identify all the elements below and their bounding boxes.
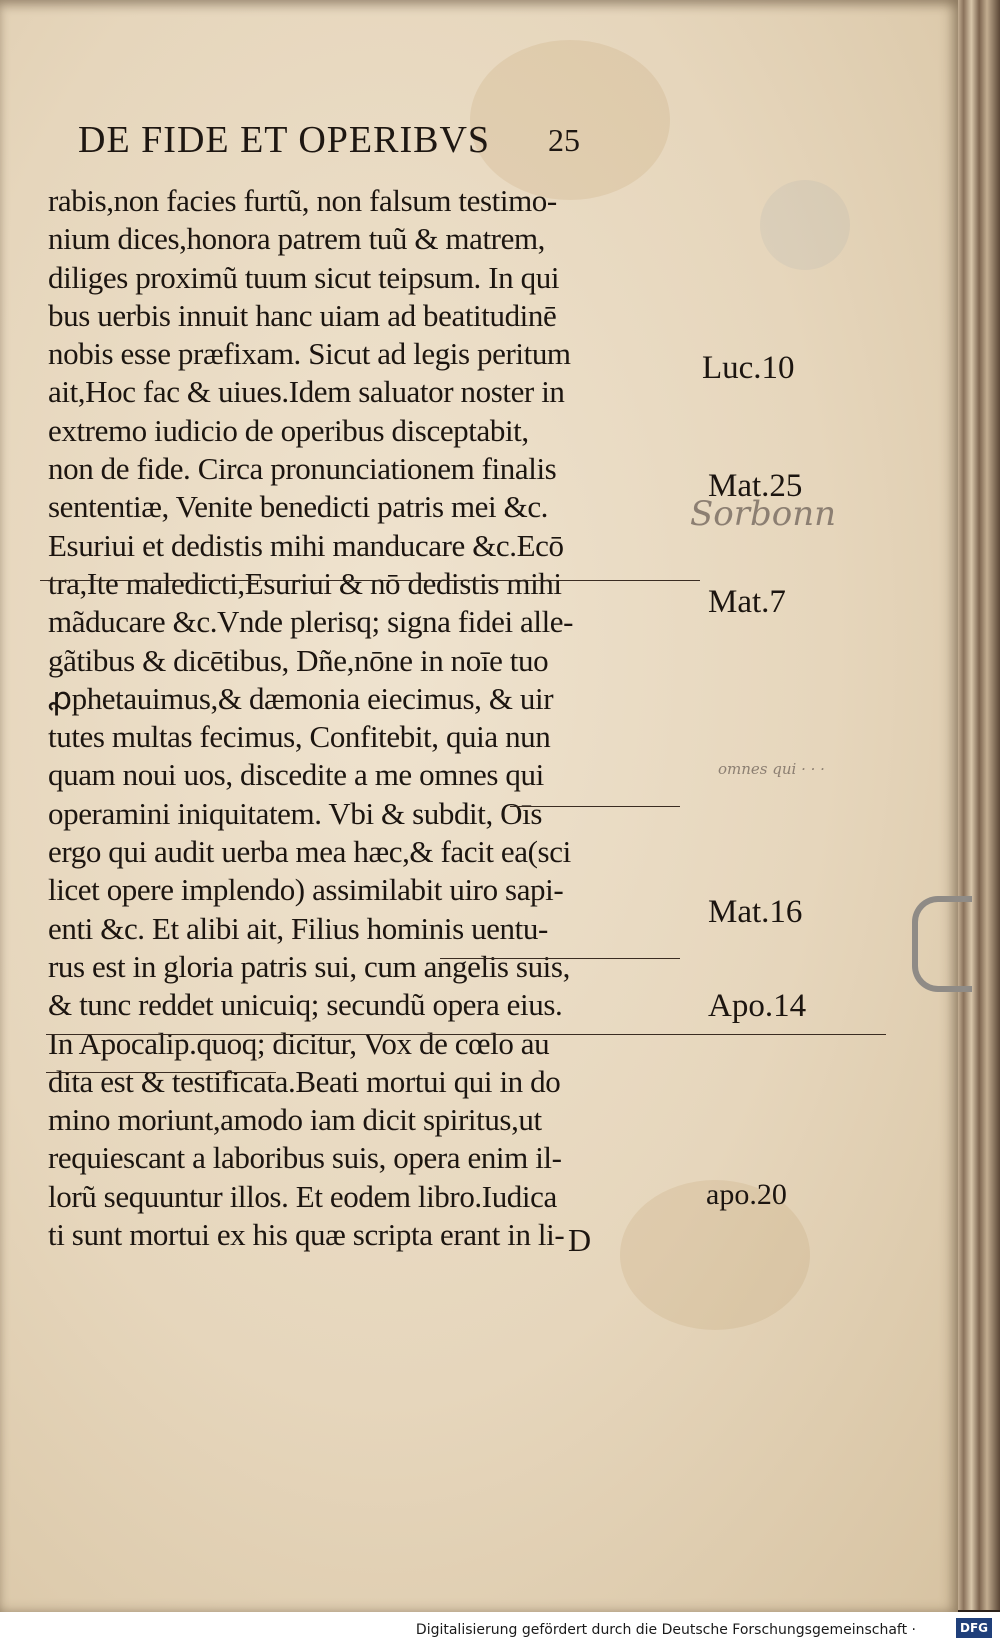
text-line: nobis esse præfixam. Sicut ad legis peritum xyxy=(48,336,571,372)
text-line: ergo qui audit uerba mea hæc,& facit ea(sci xyxy=(48,834,571,870)
text-line: diliges proximũ tuum sicut teipsum. In qui xyxy=(48,259,560,295)
book-clasp xyxy=(912,896,972,992)
running-head: DE FIDE ET OPERIBVS xyxy=(78,119,491,161)
text-line: operamini iniquitatem. Vbi & subdit, Oīs xyxy=(48,795,543,831)
underline-mark xyxy=(40,580,700,581)
dfg-logo-icon: DFG xyxy=(956,1618,992,1638)
text-line: lorũ sequuntur illos. Et eodem libro.Iudica xyxy=(48,1178,557,1214)
underline-mark xyxy=(440,958,680,959)
handwritten-annotation: omnes qui · · · xyxy=(718,760,825,778)
text-line: extremo iudicio de operibus disceptabit, xyxy=(48,412,529,448)
text-line: ꝓphetauimus,& dæmonia eiecimus, & uir xyxy=(48,680,554,716)
signature-mark: D xyxy=(568,1222,592,1258)
text-line: gãtibus & dicētibus, Dñe,nōne in noīe tuo xyxy=(48,642,549,678)
text-line: Esuriui et dedistis mihi manducare &c.Ecō xyxy=(48,527,564,563)
text-line: mino moriunt,amodo iam dicit spiritus,ut xyxy=(48,1102,542,1138)
underline-mark xyxy=(510,806,680,807)
text-line: In Apocalip.quoq; dicitur, Vox de cœlo au xyxy=(48,1025,550,1061)
margin-reference: Apo.14 xyxy=(708,988,807,1024)
text-line: requiescant a laboribus suis, opera enim il- xyxy=(48,1140,562,1176)
text-line: tra,Ite maledicti,Esuriui & nō dedistis mihi xyxy=(48,565,562,601)
water-stain xyxy=(760,180,850,270)
text-line: quam noui uos, discedite a me omnes qui xyxy=(48,757,544,793)
text-line: enti &c. Et alibi ait, Filius hominis uentu- xyxy=(48,910,548,946)
text-line: non de fide. Circa pronunciationem finalis xyxy=(48,451,557,487)
text-line: bus uerbis innuit hanc uiam ad beatitudinē xyxy=(48,297,557,333)
folio-number: 25 xyxy=(548,122,580,158)
text-line: tutes multas fecimus, Confitebit, quia nun xyxy=(48,719,551,755)
water-stain xyxy=(470,40,670,200)
handwritten-annotation: Sorbonn xyxy=(690,494,837,534)
text-line: rus est in gloria patris sui, cum angelis suis, xyxy=(48,948,570,984)
text-line: & tunc reddet unicuiq; secundũ opera eius. xyxy=(48,987,563,1023)
text-line: ait,Hoc fac & uiues.Idem saluator noster in xyxy=(48,374,565,410)
margin-reference: Mat.25 xyxy=(708,468,803,504)
underline-mark xyxy=(46,1072,276,1073)
footer-bar xyxy=(0,1612,1000,1644)
margin-reference: Mat.7 xyxy=(708,584,786,620)
margin-reference: apo.20 xyxy=(706,1178,787,1211)
text-line: sententiæ, Venite benedicti patris mei &c. xyxy=(48,489,549,525)
text-block xyxy=(48,182,688,1254)
funding-credit: Digitalisierung gefördert durch die Deutsche Forschungsgemeinschaft · xyxy=(415,1622,916,1638)
text-line: mãducare &c.Vnde plerisq; signa fidei alle- xyxy=(48,604,574,640)
margin-reference: Luc.10 xyxy=(702,350,795,386)
underline-mark xyxy=(46,1034,886,1035)
text-line: licet opere implendo) assimilabit uiro sapi- xyxy=(48,872,564,908)
text-line: nium dices,honora patrem tuũ & matrem, xyxy=(48,221,546,257)
text-line: ti sunt mortui ex his quæ scripta erant in li- xyxy=(48,1217,565,1253)
text-line: dita est & testificata.Beati mortui qui in do xyxy=(48,1063,561,1099)
text-line: rabis,non facies furtũ, non falsum testimo- xyxy=(48,183,557,218)
margin-reference: Mat.16 xyxy=(708,894,803,930)
